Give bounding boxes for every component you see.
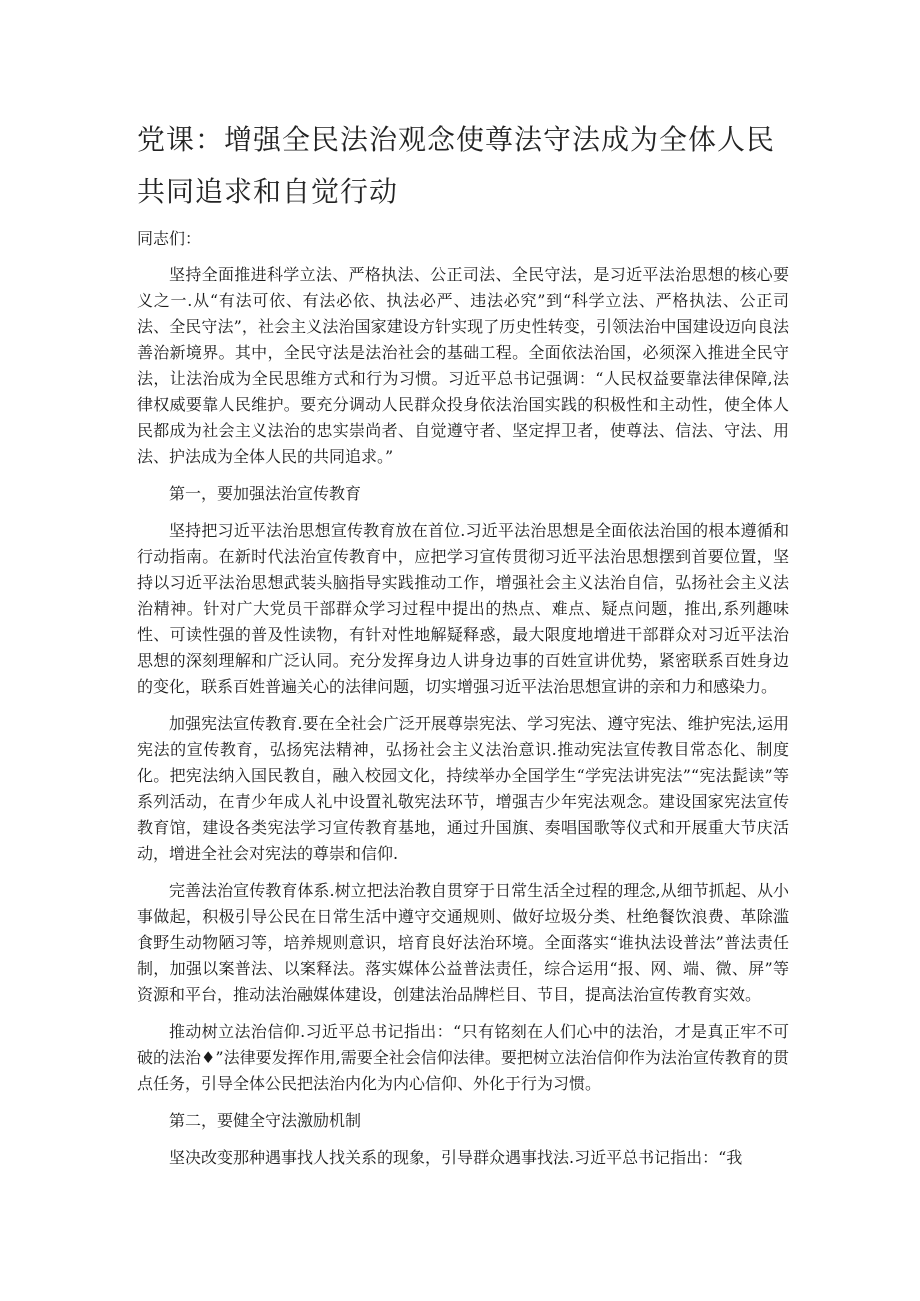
section-heading-1: 第一，要加强法治宣传教育	[169, 484, 362, 503]
document-body	[137, 226, 789, 1182]
section-heading-2: 第二，要健全守法激励机制	[169, 1111, 362, 1130]
page-title	[137, 114, 797, 218]
title-line-1: 党课：增强全民法治观念使尊法守法成为全体人民	[137, 123, 776, 156]
paragraph-constitution-education: 加强宪法宣传教育.要在全社会广泛开展尊崇宪法、学习宪法、遵守宪法、维护宪法,运用宪法的宣传教育，弘扬宪法精神，弘扬社会主义法治意识.推动宪法宣传教目常态化、制度化。把宪法纳入国民教自，融入校园文化，持续举办全国学生“学宪法讲宪法”“宪法髭读”等系列活动，在青少年成人礼中设置礼敬宪法环节，增强吉少年宪法观念。建设国家宪法宣传教育馆，建设各类宪法学习宣传教育基地，通过升国旗、奏唱国歌等仪式和开展重大节庆活动，增进全社会对宪法的尊崇和信仰.	[137, 714, 789, 863]
paragraph-education-system: 完善法治宣传教育体系.树立把法治教自贯穿于日常生活全过程的理念,从细节抓起、从小事做起，积极引导公民在日常生活中遵守交通规则、做好垃圾分类、杜绝餐饮浪费、革除滥食野生动物陋习等，培养规则意识，培育良好法治环境。全面落实“谁执法设普法”普法责任制，加强以案普法、以案释法。落实媒体公益普法责任，综合运用“报、网、端、微、屏”等资源和平台，推动法治融媒体建设，创建法治品牌栏目、节目，提高法治宣传教育实效。	[137, 881, 789, 1004]
paragraph-legal-faith: 推动树立法治信仰.习近平总书记指出：“只有铭刻在人们心中的法治，才是真正牢不可破的法治♦”法律要发挥作用,需要全社会信仰法律。要把树立法治信仰作为法治宣传教育的贯点任务，引导全体公民把法治内化为内心信仰、外化于行为习惯。	[137, 1022, 789, 1093]
title-line-2: 共同追求和自觉行动	[137, 175, 399, 208]
paragraph-thought-education: 坚持把习近平法治思想宣传教育放在首位.习近平法治思想是全面依法治国的根本遵循和行动指南。在新时代法治宣传教育中，应把学习宣传贯彻习近平法治思想摆到首要位置，坚持以习近平法治思想武装头脑指导实践推动工作，增强社会主义法治自信，弘扬社会主义法治精神。针对广大党员干部群众学习过程中提出的热点、难点、疑点问题，推出,系列趣味性、可读性强的普及性读物，有针对性地解疑释惑，最大限度地增进干部群众对习近平法治思想的深刻理解和广泛认同。充分发挥身边人讲身边事的百姓宣讲优势，紧密联系百姓身边的变化，联系百姓普遍关心的法律问题，切实增强习近平法治思想宣讲的亲和力和感染力。	[137, 521, 789, 696]
salutation: 同志们：	[137, 229, 202, 248]
paragraph-intro: 坚持全面推进科学立法、严格执法、公正司法、全民守法，是习近平法治思想的核心要义之一.从“有法可依、有法必依、执法必严、违法必究”到“科学立法、严格执法、公正司法、全民守法”，社会主义法治国家建设方针实现了历史性转变，引领法治中国建设迈向良法善治新境界。其中，全民守法是法治社会的基础工程。全面依法治国，必须深入推进全民守法，让法治成为全民思维方式和行为习惯。习近平总书记强调：“人民权益要靠法律保障,法律权威要靠人民维护。要充分调动人民群众投身依法治国实践的积极性和主动性，使全体人民都成为社会主义法治的忠实崇尚者、自觉遵守者、坚定捍卫者，使尊法、信法、守法、用法、护法成为全体人民的共同追求。”	[137, 265, 789, 466]
paragraph-incentive: 坚决改变那种遇事找人找关系的现象，引导群众遇事找法.习近平总书记指出：“我	[169, 1148, 743, 1167]
